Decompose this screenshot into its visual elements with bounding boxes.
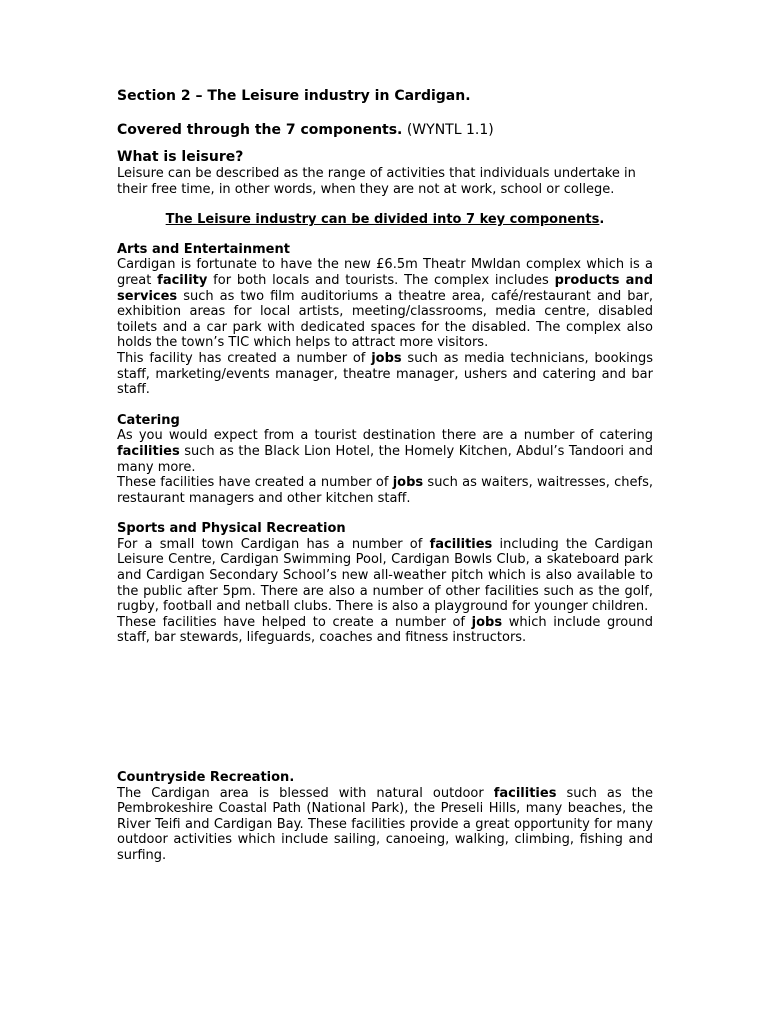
catering-p2-text-b: such as waiters, waitresses, chefs, restaurant managers and other kitchen staff. <box>117 475 653 506</box>
covered-heading <box>117 122 653 139</box>
catering-p1-text-b: such as the Black Lion Hotel, the Homely Kitchen, Abdul’s Tandoori and many more. <box>117 443 653 475</box>
sports-p1-bold-facilities: facilities <box>429 536 493 552</box>
covered-bold: Covered through the 7 components. <box>117 122 403 138</box>
blank-space <box>117 661 653 770</box>
covered-reference: (WYNTL 1.1) <box>402 122 494 138</box>
arts-paragraph-2 <box>117 351 653 398</box>
arts-paragraph-1 <box>117 257 653 351</box>
sports-paragraph-2 <box>117 615 653 646</box>
countryside-p1-bold-facilities: facilities <box>493 785 557 801</box>
catering-paragraph-1 <box>117 428 653 475</box>
arts-p1-text-a: Cardigan is fortunate to have the new £6.5m Theatr Mwldan complex which is a great <box>117 257 653 288</box>
arts-p1-bold-facility: facility <box>157 272 208 288</box>
catering-p2-bold-jobs: jobs <box>392 475 424 491</box>
components-intro-underlined: The Leisure industry can be divided into 7 key components <box>165 212 600 228</box>
catering-paragraph-2 <box>117 475 653 506</box>
catering-p2-text-a: These facilities have created a number of <box>117 475 393 491</box>
arts-p1-text-b: for both locals and tourists. The complex includes <box>207 272 555 288</box>
sports-p1-text-b: including the Cardigan Leisure Centre, Cardigan Swimming Pool, Cardigan Bowls Club, a skateboard park and Cardigan Secondary School’s new all-weather pitch which is also available to the public after 5pm. There are also a number of other facilities such as the golf, rugby, football and netball clubs. There is also a playground for younger children. <box>117 536 653 615</box>
arts-p1-text-c: such as two film auditoriums a theatre area, café/restaurant and bar, exhibition areas for local artists, meeting/classrooms, media centre, disabled toilets and a car park with dedicated spaces for the disabled. The complex also holds the town’s TIC which helps to attract more visitors. <box>117 288 653 351</box>
document-page <box>117 88 653 864</box>
components-intro <box>117 212 653 228</box>
countryside-p1-text-b: such as the Pembrokeshire Coastal Path (National Park), the Preseli Hills, many beaches, the River Teifi and Cardigan Bay. These facilities provide a great opportunity for many outdoor activities which include sailing, canoeing, walking, climbing, fishing and surfing. <box>117 785 653 863</box>
section-title: Section 2 – The Leisure industry in Cardigan. <box>117 88 471 104</box>
countryside-paragraph-1 <box>117 786 653 864</box>
catering-heading: Catering <box>117 412 180 428</box>
sports-p2-text-a: These facilities have helped to create a number of <box>117 614 472 630</box>
catering-section <box>117 413 653 507</box>
sports-p2-text-b: which include ground staff, bar stewards, lifeguards, coaches and fitness instructors. <box>117 614 653 646</box>
sports-heading: Sports and Physical Recreation <box>117 521 346 537</box>
arts-p2-text-a: This facility has created a number of <box>117 350 372 366</box>
countryside-heading: Countryside Recreation. <box>117 770 295 786</box>
components-intro-period: . <box>599 212 605 228</box>
catering-p1-text-a: As you would expect from a tourist destination there are a number of catering <box>117 428 653 444</box>
arts-heading: Arts and Entertainment <box>117 241 290 257</box>
arts-p2-text-b: such as media technicians, bookings staff, marketing/events manager, theatre manager, ushers and catering and bar staff. <box>117 350 653 398</box>
sports-p2-bold-jobs: jobs <box>471 614 503 630</box>
arts-p2-bold-jobs: jobs <box>371 350 402 366</box>
arts-section <box>117 242 653 398</box>
sports-p1-text-a: For a small town Cardigan has a number of <box>117 536 430 552</box>
what-is-leisure-heading: What is leisure? <box>117 149 244 165</box>
countryside-section <box>117 770 653 864</box>
countryside-p1-text-a: The Cardigan area is blessed with natural outdoor <box>117 785 494 801</box>
sports-section <box>117 521 653 646</box>
arts-p1-bold-products: products and services <box>117 272 653 304</box>
catering-p1-bold-facilities: facilities <box>117 443 180 459</box>
what-is-leisure-text: Leisure can be described as the range of activities that individuals undertake in their free time, in other words, when they are not at work, school or college. <box>117 166 636 197</box>
sports-paragraph-1 <box>117 537 653 615</box>
